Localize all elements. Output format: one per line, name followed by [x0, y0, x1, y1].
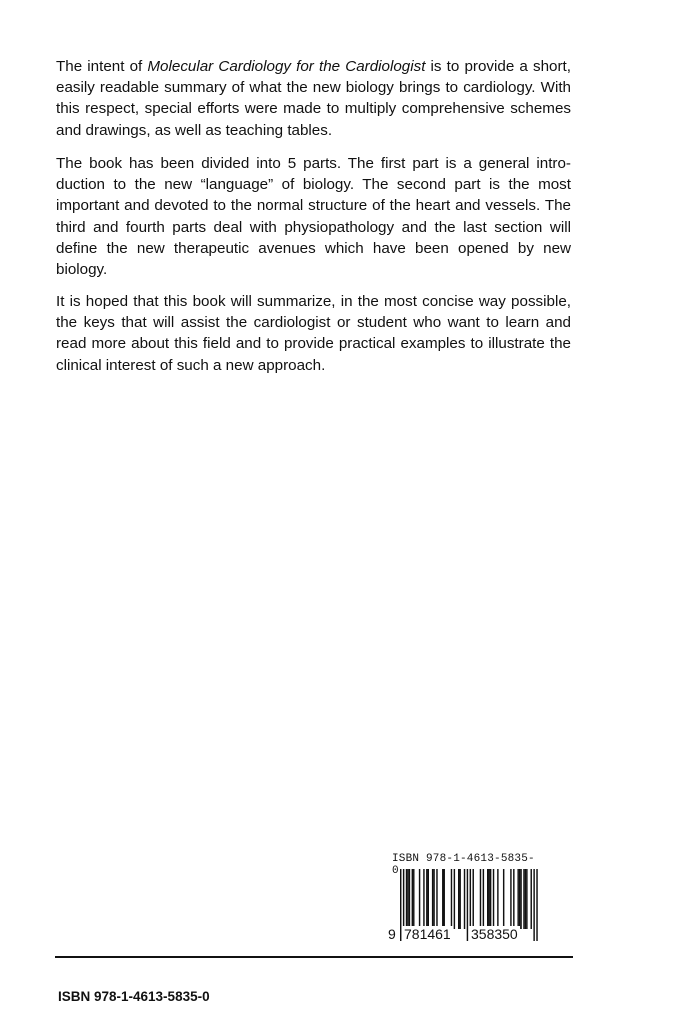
barcode-bar — [525, 869, 526, 929]
barcode-bar — [428, 869, 429, 929]
barcode-bar — [510, 869, 511, 929]
barcode-bar — [451, 869, 452, 929]
barcode-digits-left: 781461 — [404, 926, 451, 942]
barcode-bar — [419, 869, 420, 929]
barcode-bar — [523, 869, 524, 929]
barcode-bar — [503, 869, 504, 929]
barcode-guard-bar — [467, 869, 468, 941]
barcode-guard-bar — [533, 869, 534, 941]
barcode-bar — [423, 869, 424, 929]
book-title: Molecular Cardiology for the Cardiologist — [147, 58, 426, 75]
barcode-digit-first: 9 — [388, 926, 396, 942]
footer-isbn: ISBN 978-1-4613-5835-0 — [58, 989, 210, 1004]
blurb-paragraph-3 — [56, 291, 571, 376]
barcode-bar — [480, 869, 481, 929]
barcode-bar — [413, 869, 414, 929]
barcode-bar — [426, 869, 427, 929]
barcode-bar — [526, 869, 527, 929]
barcode-digits-right: 358350 — [471, 926, 518, 942]
barcode-bar — [497, 869, 498, 929]
barcode-bar — [432, 869, 433, 929]
barcode-bar — [433, 869, 434, 929]
blurb-paragraph-2 — [56, 153, 571, 280]
barcode-bar — [407, 869, 408, 929]
barcode-bar — [436, 869, 437, 929]
barcode-bar — [458, 869, 459, 929]
blurb-p2-text: The book has been divided into 5 parts. The first part is a general intro-duction to the new “language” of biology. The second part is the most important and devoted to the normal structure of the heart and vessels. The third and fourth parts deal with physiopathology and the last section will define the new therapeutic avenues which have been opened by new biology. — [56, 155, 571, 279]
barcode-bar — [531, 869, 532, 929]
barcode-guard-bar — [536, 869, 537, 941]
footer-divider — [55, 956, 573, 958]
barcode — [390, 853, 540, 949]
blurb-p1-rest: is to provide a short, easily readable summary of what the new biology brings to cardiology. With this respect, special efforts were made to multiply comprehensive schemes and drawings, as well as teaching tables. — [56, 58, 571, 139]
barcode-bar — [487, 869, 488, 929]
barcode-bar — [406, 869, 407, 929]
barcode-bar — [473, 869, 474, 929]
barcode-bar — [517, 869, 518, 929]
barcode-bar — [483, 869, 484, 929]
barcode-bar — [493, 869, 494, 929]
barcode-bar — [520, 869, 521, 929]
barcode-bar — [488, 869, 489, 929]
blurb-p1-lead: The intent of — [56, 58, 148, 75]
barcode-bar — [464, 869, 465, 929]
barcode-bar — [412, 869, 413, 929]
barcode-bar — [490, 869, 491, 929]
barcode-bar — [513, 869, 514, 929]
barcode-isbn-label: ISBN 978-1-4613-5835-0 — [392, 853, 535, 877]
barcode-bar — [519, 869, 520, 929]
barcode-bar — [454, 869, 455, 929]
blurb-p3-text: It is hoped that this book will summarize, in the most concise way possible, the keys that will assist the cardiologist or student who want to learn and read more about this field and to provide practical examples to illustrate the clinical interest of such a new approach. — [56, 293, 571, 374]
blurb-paragraph-1 — [56, 56, 571, 141]
barcode-bar — [444, 869, 445, 929]
barcode-bar — [459, 869, 460, 929]
barcode-bar — [409, 869, 410, 929]
barcode-bar — [442, 869, 443, 929]
